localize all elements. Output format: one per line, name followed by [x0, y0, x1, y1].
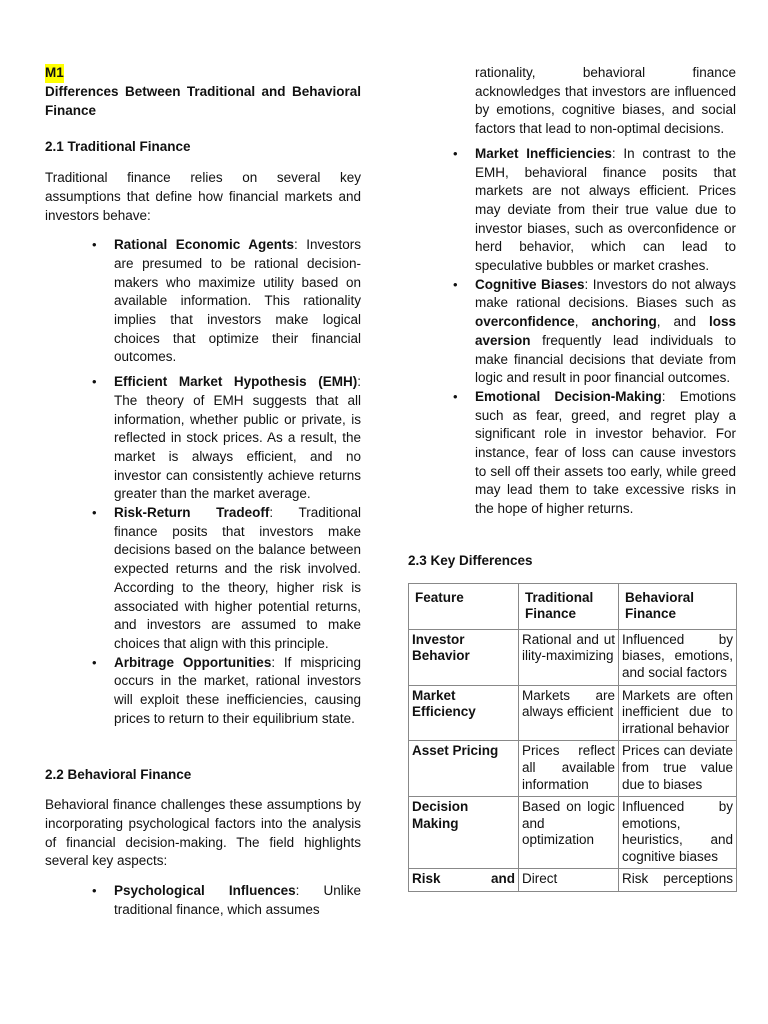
- module-label: M1: [45, 64, 64, 83]
- table-row: [409, 869, 737, 892]
- item-text: : Unlike traditional finance, which assumes: [114, 883, 361, 917]
- item-text: : If mispricing occurs in the market, rational investors will exploit these inefficiencies, causing prices to return to their equilibrium state.: [114, 654, 361, 726]
- table-cell: Risk and: [409, 869, 519, 892]
- list-item-continued: [475, 64, 736, 139]
- traditional-intro: Traditional finance relies on several key assumptions that define how financial markets and investors behave:: [45, 170, 361, 223]
- separator: , and: [656, 314, 709, 330]
- item-text: : Investors do not always make rational decisions. Biases such as: [475, 276, 736, 311]
- list-item: [475, 388, 736, 519]
- list-item: [114, 236, 361, 367]
- term: Emotional Decision-Making: [475, 388, 662, 404]
- differences-table: [408, 583, 737, 893]
- behavioral-list-continued: [475, 64, 736, 139]
- table-cell: Influenced by biases, emotions, and social factors: [619, 629, 737, 685]
- list-item: [114, 373, 361, 504]
- section-heading-behavioral: 2.2 Behavioral Finance: [45, 766, 192, 782]
- item-text: : In contrast to the EMH, behavioral finance posits that markets are not always efficient. Prices may deviate from their true value due to investor biases, such as overconfidence or herd behavior, which can lead to speculative bubbles or market crashes.: [475, 145, 737, 274]
- list-item: [475, 145, 736, 276]
- separator: ,: [574, 314, 592, 330]
- term: Psychological Influences: [114, 883, 296, 899]
- table-header-row: [409, 583, 737, 629]
- term: Efficient Market Hypothesis (EMH): [114, 374, 358, 390]
- traditional-list: [114, 236, 361, 728]
- item-text: : Emotions such as fear, greed, and regret play a significant role in investor behavior. For instance, fear of loss can cause investors to sell off their assets too early, while greed may lead them to take excessive risks in the hope of higher returns.: [475, 388, 736, 517]
- term: Market Inefficiencies: [475, 145, 612, 161]
- table-cell: Markets are often inefficient due to irrational behavior: [619, 685, 737, 741]
- behavioral-list: [475, 145, 736, 519]
- behavioral-intro: Behavioral finance challenges these assumptions by incorporating psychological factors into the analysis of financial decision-making. The field highlights several key aspects:: [45, 797, 361, 869]
- item-text: : The theory of EMH suggests that all information, whether public or private, is reflected in stock prices. As a result, the market is always efficient, and no investor can consistently achieve returns greater than the market average.: [114, 374, 361, 502]
- table-cell: Markets are always efficient: [519, 685, 619, 741]
- table-cell: Decision Making: [409, 797, 519, 869]
- term: Cognitive Biases: [475, 276, 585, 292]
- table-cell: Investor Behavior: [409, 629, 519, 685]
- table-row: [409, 741, 737, 797]
- table-cell: Influenced by emotions, heuristics, and cognitive biases: [619, 797, 737, 869]
- table-row: [409, 797, 737, 869]
- column-header: Traditional Finance: [519, 583, 619, 629]
- table-row: [409, 629, 737, 685]
- bias-term: loss aversion: [475, 314, 736, 348]
- table-cell: Direct: [519, 869, 619, 892]
- term: Arbitrage Opportunities: [114, 654, 272, 670]
- bias-term: overconfidence: [475, 314, 575, 330]
- column-header: Feature: [409, 583, 519, 629]
- table-cell: Risk perceptions: [619, 869, 737, 892]
- term: Risk-Return Tradeoff: [114, 505, 270, 521]
- item-text: rationality, behavioral finance acknowledges that investors are influenced by emotions, cognitive biases, and social factors that lead to non-optimal decisions.: [475, 65, 736, 137]
- table-row: [409, 685, 737, 741]
- list-item: [114, 504, 361, 654]
- right-column: [408, 64, 736, 892]
- table-cell: Rational and utility-maximizing: [519, 629, 619, 685]
- list-item: [114, 882, 361, 919]
- table-cell: Prices reflect all available information: [519, 741, 619, 797]
- list-item: [475, 276, 736, 388]
- item-text: frequently lead individuals to make financial decisions that deviate from logic and result in poor financial outcomes.: [475, 332, 736, 386]
- table-cell: Based on logic and optimization: [519, 797, 619, 869]
- left-column: [45, 64, 361, 919]
- table-cell: Asset Pricing: [409, 741, 519, 797]
- document-title: Differences Between Traditional and Behavioral Finance: [45, 84, 361, 118]
- item-text: : Investors are presumed to be rational decision-makers who maximize utility based on available information. This rationality implies that investors make logical choices that optimize their financial outcomes.: [114, 237, 361, 365]
- item-text: : Traditional finance posits that investors make decisions based on the balance between expected returns and the risk involved. According to the theory, higher risk is associated with higher potential returns, and investors are assumed to make choices that align with this principle.: [114, 505, 361, 651]
- bias-term: anchoring: [591, 314, 657, 330]
- table-cell: Prices can deviate from true value due to biases: [619, 741, 737, 797]
- table-cell: Market Efficiency: [409, 685, 519, 741]
- column-header: Behavioral Finance: [619, 583, 737, 629]
- section-heading-traditional: 2.1 Traditional Finance: [45, 139, 191, 155]
- section-heading-differences: 2.3 Key Differences: [408, 552, 533, 568]
- term: Rational Economic Agents: [114, 237, 294, 253]
- behavioral-list-start: [114, 882, 361, 919]
- list-item: [114, 654, 361, 729]
